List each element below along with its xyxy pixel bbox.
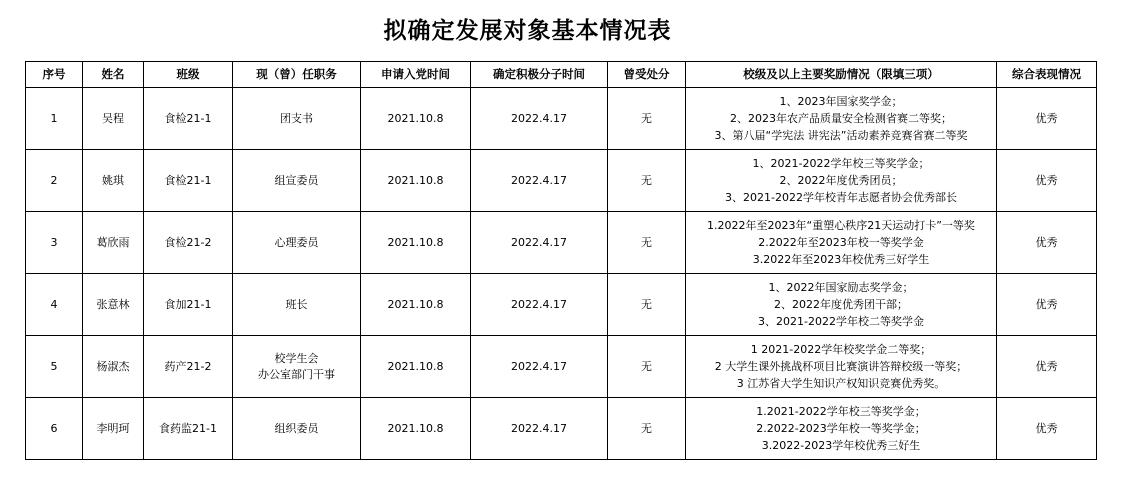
cell-activist-date: 2022.4.17 bbox=[471, 88, 608, 150]
cell-performance: 优秀 bbox=[997, 88, 1097, 150]
cell-class: 食检21-1 bbox=[144, 150, 233, 212]
award-line: 3.2022-2023学年校优秀三好生 bbox=[761, 439, 921, 452]
cell-awards bbox=[686, 88, 997, 150]
cell-performance: 优秀 bbox=[997, 150, 1097, 212]
table-row bbox=[26, 398, 1097, 460]
award-line: 2.2022年至2023年校一等奖学金 bbox=[758, 236, 924, 249]
cell-position bbox=[233, 88, 361, 150]
header-punishment: 曾受处分 bbox=[608, 62, 686, 88]
cell-name: 吴程 bbox=[83, 88, 144, 150]
table-row bbox=[26, 274, 1097, 336]
cell-punishment: 无 bbox=[608, 150, 686, 212]
award-line: 3.2022年至2023年校优秀三好学生 bbox=[752, 253, 930, 266]
cell-class: 药产21-2 bbox=[144, 336, 233, 398]
position-line: 心理委员 bbox=[274, 235, 319, 249]
award-line: 3 江苏省大学生知识产权知识竞赛优秀奖。 bbox=[736, 377, 946, 390]
cell-activist-date: 2022.4.17 bbox=[471, 212, 608, 274]
award-line: 1.2021-2022学年校三等奖学金； bbox=[756, 405, 926, 418]
table-header-row bbox=[26, 62, 1097, 88]
cell-no: 6 bbox=[26, 398, 83, 460]
cell-punishment: 无 bbox=[608, 88, 686, 150]
cell-no: 2 bbox=[26, 150, 83, 212]
cell-position bbox=[233, 336, 361, 398]
header-performance: 综合表现情况 bbox=[997, 62, 1097, 88]
cell-awards bbox=[686, 212, 997, 274]
cell-apply-date: 2021.10.8 bbox=[361, 398, 471, 460]
cell-no: 4 bbox=[26, 274, 83, 336]
cell-activist-date: 2022.4.17 bbox=[471, 274, 608, 336]
cell-activist-date: 2022.4.17 bbox=[471, 398, 608, 460]
award-line: 1、2022年国家励志奖学金； bbox=[768, 281, 914, 294]
cell-position bbox=[233, 150, 361, 212]
header-name: 姓名 bbox=[83, 62, 144, 88]
header-position: 现（曾）任职务 bbox=[233, 62, 361, 88]
award-line: 1、2021-2022学年校三等奖学金； bbox=[752, 157, 930, 170]
position-line: 组织委员 bbox=[274, 421, 319, 435]
cell-punishment: 无 bbox=[608, 274, 686, 336]
cell-punishment: 无 bbox=[608, 212, 686, 274]
cell-punishment: 无 bbox=[608, 398, 686, 460]
header-awards: 校级及以上主要奖励情况（限填三项） bbox=[686, 62, 997, 88]
cell-apply-date: 2021.10.8 bbox=[361, 274, 471, 336]
position-line: 团支书 bbox=[280, 111, 313, 125]
award-line: 3、2021-2022学年校二等奖学金 bbox=[758, 315, 924, 328]
cell-awards bbox=[686, 274, 997, 336]
cell-awards bbox=[686, 150, 997, 212]
award-line: 2.2022-2023学年校一等奖学金； bbox=[756, 422, 926, 435]
header-class: 班级 bbox=[144, 62, 233, 88]
cell-class: 食检21-1 bbox=[144, 88, 233, 150]
cell-punishment: 无 bbox=[608, 336, 686, 398]
award-line: 3、第八届“学宪法 讲宪法”活动素养竞赛省赛二等奖 bbox=[714, 129, 968, 142]
cell-class: 食药监21-1 bbox=[144, 398, 233, 460]
cell-position bbox=[233, 274, 361, 336]
header-activist-date: 确定积极分子时间 bbox=[471, 62, 608, 88]
cell-performance: 优秀 bbox=[997, 336, 1097, 398]
cell-name: 李明珂 bbox=[83, 398, 144, 460]
position-line: 校学生会 bbox=[274, 351, 319, 365]
cell-apply-date: 2021.10.8 bbox=[361, 150, 471, 212]
cell-activist-date: 2022.4.17 bbox=[471, 150, 608, 212]
cell-class: 食检21-2 bbox=[144, 212, 233, 274]
award-line: 1、2023年国家奖学金； bbox=[779, 95, 903, 108]
page-title: 拟确定发展对象基本情况表 bbox=[383, 17, 672, 44]
cell-name: 葛欣雨 bbox=[83, 212, 144, 274]
position-line: 办公室部门干事 bbox=[258, 367, 335, 381]
cell-apply-date: 2021.10.8 bbox=[361, 88, 471, 150]
award-line: 2、2022年度优秀团员； bbox=[779, 174, 903, 187]
award-line: 2、2022年度优秀团干部； bbox=[774, 298, 908, 311]
cell-awards bbox=[686, 398, 997, 460]
cell-activist-date: 2022.4.17 bbox=[471, 336, 608, 398]
table-row bbox=[26, 336, 1097, 398]
table-row bbox=[26, 150, 1097, 212]
cell-class: 食加21-1 bbox=[144, 274, 233, 336]
table-row bbox=[26, 88, 1097, 150]
cell-no: 5 bbox=[26, 336, 83, 398]
cell-apply-date: 2021.10.8 bbox=[361, 212, 471, 274]
award-line: 3、2021-2022学年校青年志愿者协会优秀部长 bbox=[725, 191, 957, 204]
candidate-table bbox=[25, 61, 1097, 460]
cell-no: 3 bbox=[26, 212, 83, 274]
cell-awards bbox=[686, 336, 997, 398]
cell-performance: 优秀 bbox=[997, 398, 1097, 460]
cell-name: 张意林 bbox=[83, 274, 144, 336]
award-line: 2 大学生课外挑战杯项目比赛演讲答辩校级一等奖； bbox=[714, 360, 968, 373]
cell-position bbox=[233, 398, 361, 460]
award-line: 1.2022年至2023年“重塑心秩序21天运动打卡”一等奖 bbox=[707, 219, 975, 232]
position-line: 组宣委员 bbox=[274, 173, 319, 187]
cell-performance: 优秀 bbox=[997, 212, 1097, 274]
cell-apply-date: 2021.10.8 bbox=[361, 336, 471, 398]
cell-name: 姚琪 bbox=[83, 150, 144, 212]
cell-no: 1 bbox=[26, 88, 83, 150]
cell-position bbox=[233, 212, 361, 274]
award-line: 2、2023年农产品质量安全检测省赛二等奖； bbox=[730, 112, 952, 125]
header-no: 序号 bbox=[26, 62, 83, 88]
cell-performance: 优秀 bbox=[997, 274, 1097, 336]
award-line: 1 2021-2022学年校奖学金二等奖； bbox=[750, 343, 932, 356]
header-apply-date: 申请入党时间 bbox=[361, 62, 471, 88]
cell-name: 杨淑杰 bbox=[83, 336, 144, 398]
table-row bbox=[26, 212, 1097, 274]
position-line: 班长 bbox=[285, 297, 308, 311]
